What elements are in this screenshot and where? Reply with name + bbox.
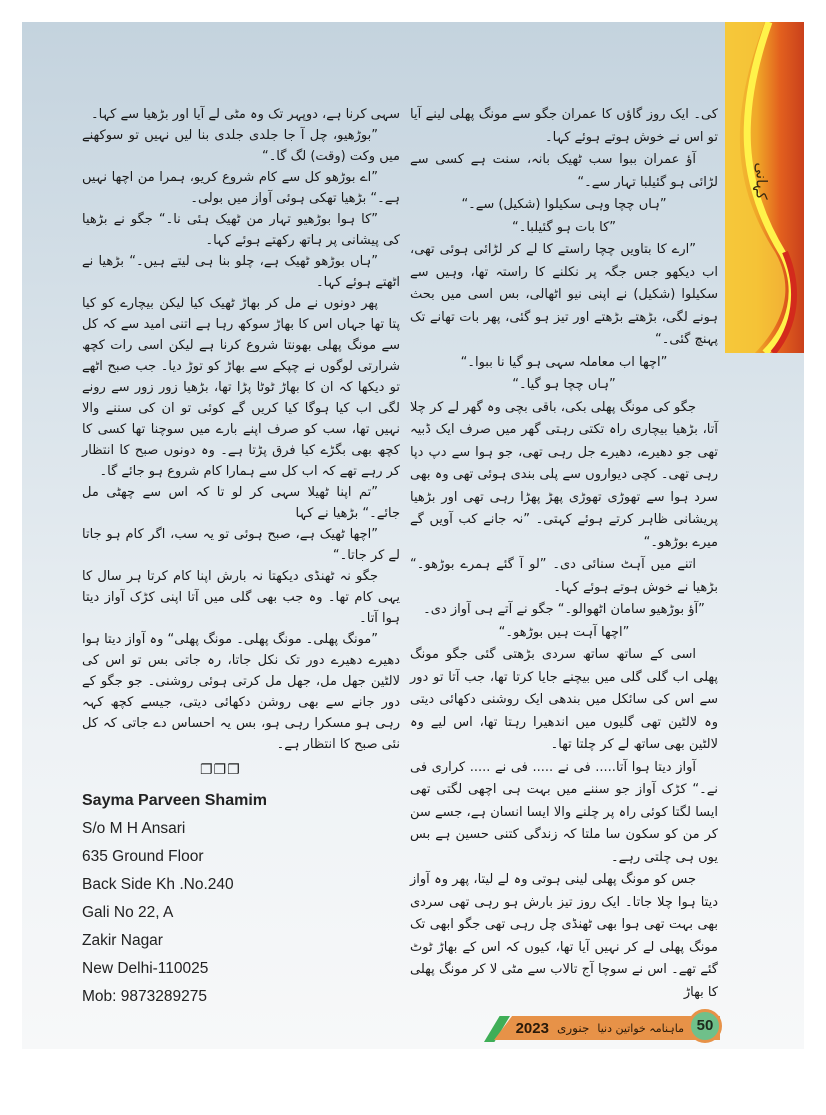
address-line: New Delhi-110025 [82,960,209,977]
paragraph: ”ارے کا بتاویں چچا راستے کا لے کر لڑائی ہوئی تھی، اب دیکھو جس جگہ پر نکلنے کا راستہ تھا، وہیں سے سکیلوا (شکیل) نے اپنی نیو اٹھالی، بس اسی میں بحث ہونے لگی، بڑھتے بڑھتے اور تیز ہو گئی، پھر بات تھانے تک پہنچ گئی۔“ [410,242,718,347]
paragraph: اسی کے ساتھ ساتھ سردی بڑھتی گئی جگو مونگ پھلی اب گلی گلی میں بیچنے جایا کرتا تھا، جب آتا تو دور سے اس کی سائکل میں بندھی ایک روشنی دکھائی دیتی وہ لالٹین تھی گلیوں میں اندھیرا رہتا تھا، اس لیے وہ لالٹین بھی ساتھ لے کر چلتا تھا۔ [410,647,718,752]
paragraph: ”ہاں چچا ہو گیا۔“ [512,377,616,392]
address-line: Back Side Kh .No.240 [82,876,234,893]
paragraph: ”کا ہوا بوڑھیو تہار من ٹھیک ہئی نا۔“ جگو نے بڑھیا کی پیشانی پر ہاتھ رکھتے ہوئے کہا۔ [82,212,400,248]
paragraph: کی۔ ایک روز گاؤں کا عمران جگو سے مونگ پھلی لینے آیا تو اس نے خوش ہوتے ہوئے کہا۔ [410,107,718,145]
paragraph: آواز دیتا ہوا آتا..... فی نے ..... فی نے ..... کراری فی نے۔“ کڑک آواز جو سننے میں بہت ہی اچھی لگتی تھی ایسا لگتا کوئی راہ پر چلنے والا ایسا انسان ہے، جسے سن کر من کو سکون سا ملتا کہ زندگی کتنی حسین ہے بس یوں ہی چلتی رہے۔ [410,759,718,865]
paragraph: جگو کی مونگ پھلی بکی، باقی بچی وہ گھر لے کر چلا آتا، بڑھیا بیچاری راہ تکتی رہتی گھر میں صرف ایک ڈبیہ تھی جو دھیرے، دھیرے جل رہی تھی، جو ہوا سے دپ دپا رہی تھی۔ کچی دیواروں سے پلی بندی ہوئی تھی وہ بھی سرد ہوا سے تھوڑی تھوڑی پھڑ پھڑا رہی تھی اور بڑھیا پریشانی ظاہر کرتے ہوئے کہتی۔ ”نہ جانے کب آویں گے میرے بوڑھو۔“ [410,399,718,550]
paragraph: ”تم اپنا ٹھیلا سہی کر لو تا کہ اس سے چھٹی مل جائے۔“ بڑھیا نے کہا [82,485,400,521]
paragraph: ”آؤ بوڑھیو سامان اٹھوالو۔“ جگو نے آتے ہی آواز دی۔ [423,602,705,617]
paragraph: ”ہاں بوڑھو ٹھیک ہے، چلو بنا ہی لیتے ہیں۔“ بڑھیا نے اٹھتے ہوئے کہا۔ [82,254,400,290]
page-footer [484,1013,736,1043]
paragraph: ”کا بات ہو گئیلبا۔“ [511,219,616,235]
article-column-left [82,104,400,755]
paragraph: ”اچھا ٹھیک ہے، صبح ہوئی تو یہ سب، اگر کام ہو جاتا لے کر جاتا۔“ [82,527,400,563]
magazine-title: ماہنامہ خواتین دنیا [597,1021,684,1035]
end-mark: ❐❐❐ [200,762,241,778]
address-line: Gali No 22, A [82,904,174,921]
page-number: 50 [688,1009,722,1043]
paragraph: جگو نہ ٹھنڈی دیکھتا نہ بارش اپنا کام کرتا ہر سال کا یہی کام تھا۔ وہ جب بھی گلی میں آتا اپنی کڑک آواز دیتا ہوا آتا۔ [82,569,400,626]
paragraph: آؤ عمران ببوا سب ٹھیک بانہ، سنت ہے کسی سے لڑائی ہو گئیلبا تہار سے۔“ [410,152,718,190]
paragraph: جس کو مونگ پھلی لینی ہوتی وہ لے لیتا، پھر وہ آواز دیتا ہوا چلا جاتا۔ ایک روز تیز بارش ہو رہی تھی سردی بھی بہت تھی ہوا بھی ٹھنڈی چل رہی تھی جگو ابھی تک مونگ پھلی لے کر نہیں آیا تھا، کیوں کہ اس کے بھاڑ ٹوٹ گئے تھے۔ اس نے سوچا آج تالاب سے مٹی لا کر مونگ پھلی کا بھاڑ [410,872,718,1000]
paragraph: ”اچھا اب معاملہ سہی ہو گیا نا ببوا۔“ [460,354,668,370]
paragraph: پھر دونوں نے مل کر بھاڑ ٹھیک کیا لیکن بیچارے کو کیا پتا تھا جہاں اس کا بھاڑ سوکھ رہا ہے اتنی امید سے کہ کل سے مونگ پھلی بھونتا شروع کرنا ہے لیکن اسی رات کچھ شرارتی لوگوں نے چپکے سے بھاڑ کو توڑ دیا۔ جب صبح اٹھے تو دیکھا کہ ان کا بھاڑ ٹوٹا پڑا تھا، بڑھیا زور زور سے رونے لگی اب کیا ہوگا کیا کریں گے کوئی تو ان کی سننے والا نہیں تھا، سب کو صرف اپنے بارے میں سوچنا تھا کسی کا کچھ بھی بگڑے کیا فرق پڑتا ہے۔ وہ دونوں صبح کا انتظار کر رہے تھے کہ اب کل سے ہمارا کام شروع ہو جائے گا۔ [82,296,400,479]
paragraph: ”مونگ پھلی۔ مونگ پھلی۔ مونگ پھلی“ وہ آواز دیتا ہوا دھیرے دھیرے دور تک نکل جاتا، رہ جاتی بس تو اس کی لالٹین جھل مل، جھل مل کرتی ہوئی روشنی۔ جو جگو کے دور جانے سے بھی روشن دکھائی دیتی، جیسے کچھ کہہ رہی ہو مسکرا رہی ہو، بس یہ احساس دے جاتی کہ کل نئی صبح کا انتظار ہے۔ [82,632,400,752]
author-name: Sayma Parveen Shamim [82,792,267,809]
paragraph: ”اچھا آہت ہیں بوڑھو۔“ [498,624,630,640]
issue-month: جنوری [556,1021,590,1035]
paragraph: سہی کرنا ہے، دوپہر تک وہ مٹی لے آیا اور بڑھیا سے کہا۔ [90,107,400,122]
article-column-right [410,104,718,1004]
footer-band-text [512,1016,684,1040]
issue-year: 2023 [515,1019,549,1037]
section-label: کہانی [752,162,771,200]
address-line: 635 Ground Floor [82,848,204,865]
author-address [82,787,267,1011]
decorative-banner [725,22,804,353]
address-line: Mob: 9873289275 [82,988,207,1005]
address-line: Zakir Nagar [82,932,163,949]
paragraph: اتنے میں آہٹ سنائی دی۔ ”لو آ گئے ہمرے بوڑھو۔“ بڑھیا نے خوش ہوتے ہوئے کہا۔ [410,557,718,595]
paragraph: ”ہاں چچا وہی سکیلوا (شکیل) سے۔“ [461,197,667,212]
paragraph: ”اے بوڑھو کل سے کام شروع کریو، ہمرا من اچھا نہیں ہے۔“ بڑھیا تھکی ہوئی آواز میں بولی۔ [82,170,400,206]
address-line: S/o M H Ansari [82,820,186,837]
paragraph: ”بوڑھیو، چل آ جا جلدی جلدی بنا لیں نہیں تو سوکھنے میں وکت (وقت) لگ گا۔“ [82,128,400,164]
